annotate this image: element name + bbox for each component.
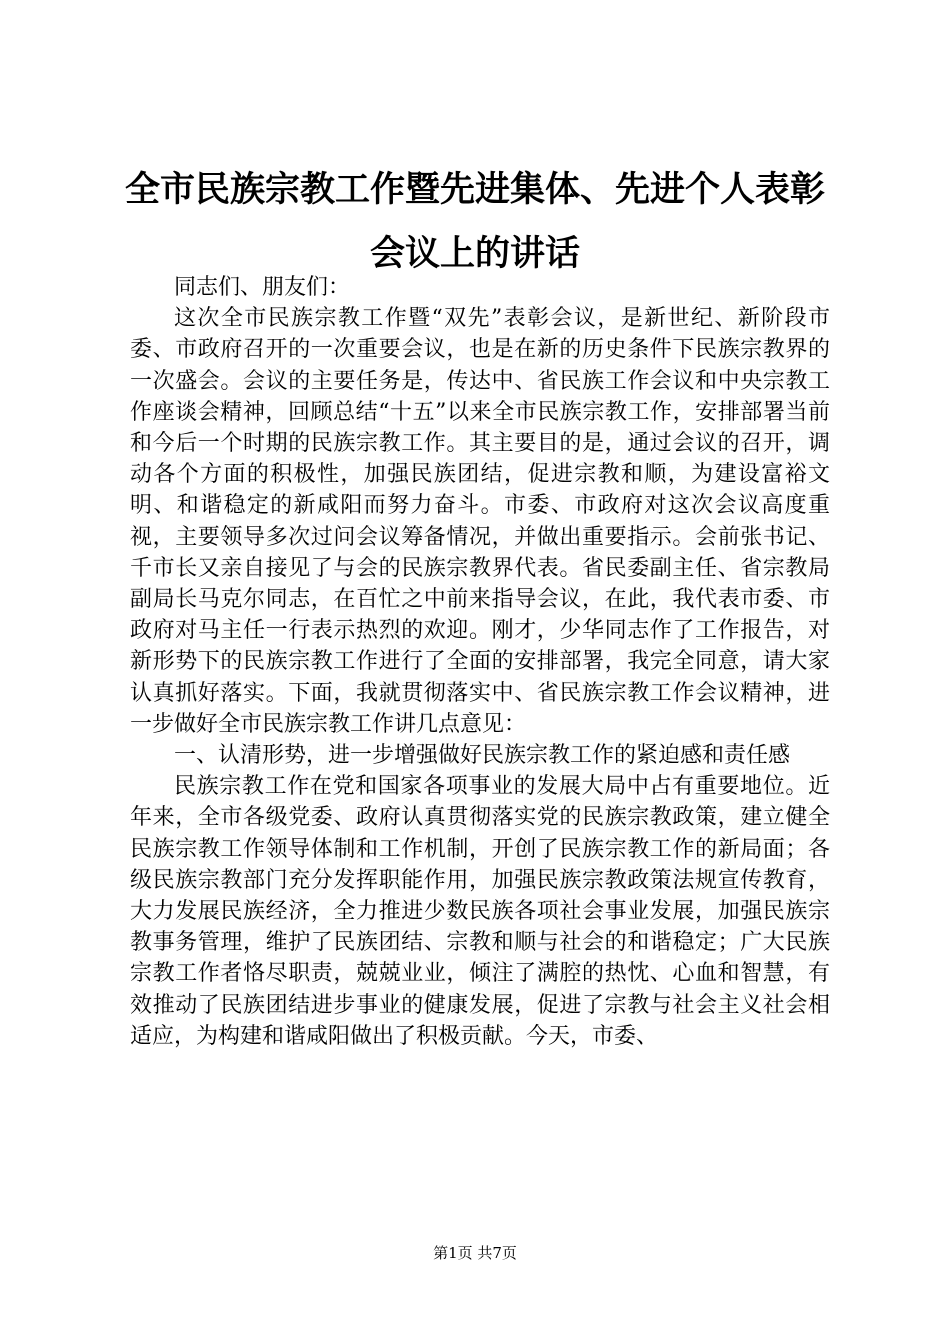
title-line-2: 会议上的讲话	[369, 233, 580, 274]
intro-paragraph: 这次全市民族宗教工作暨“双先”表彰会议，是新世纪、新阶段市委、市政府召开的一次重要会议，也是在新的历史条件下民族宗教界的一次盛会。会议的主要任务是，传达中、省民族工作会议和中央宗教工作座谈会精神，回顾总结“十五”以来全市民族宗教工作，安排部署当前和今后一个时期的民族宗教工作。其主要目的是，通过会议的召开，调动各个方面的积极性，加强民族团结，促进宗教和顺，为建设富裕文明、和谐稳定的新咸阳而努力奋斗。市委、市政府对这次会议高度重视，主要领导多次过问会议筹备情况，并做出重要指示。会前张书记、千市长又亲自接见了与会的民族宗教界代表。省民委副主任、省宗教局副局长马克尔同志，在百忙之中前来指导会议，在此，我代表市委、市政府对马主任一行表示热烈的欢迎。刚才，少华同志作了工作报告，对新形势下的民族宗教工作进行了全面的安排部署，我完全同意，请大家认真抓好落实。下面，我就贯彻落实中、省民族宗教工作会议精神，进一步做好全市民族宗教工作讲几点意见：	[130, 306, 830, 737]
body-paragraph: 民族宗教工作在党和国家各项事业的发展大局中占有重要地位。近年来，全市各级党委、政府认真贯彻落实党的民族宗教政策，建立健全民族宗教工作领导体制和工作机制，开创了民族宗教工作的新局面；各级民族宗教部门充分发挥职能作用，加强民族宗教政策法规宣传教育，大力发展民族经济，全力推进少数民族各项社会事业发展，加强民族宗教事务管理，维护了民族团结、宗教和顺与社会的和谐稳定；广大民族宗教工作者恪尽职责，兢兢业业，倾注了满腔的热忱、心血和智慧，有效推动了民族团结进步事业的健康发展，促进了宗教与社会主义社会相适应，为构建和谐咸阳做出了积极贡献。今天，市委、	[130, 774, 830, 1049]
document-body	[130, 272, 830, 1052]
salutation-paragraph: 同志们、朋友们：	[174, 275, 351, 300]
document-title	[100, 158, 850, 286]
page-footer: 第1页 共7页	[433, 1244, 517, 1262]
title-line-1: 全市民族宗教工作暨先进集体、先进个人表彰	[124, 169, 825, 210]
section-heading: 一、认清形势，进一步增强做好民族宗教工作的紧迫感和责任感	[174, 743, 791, 769]
